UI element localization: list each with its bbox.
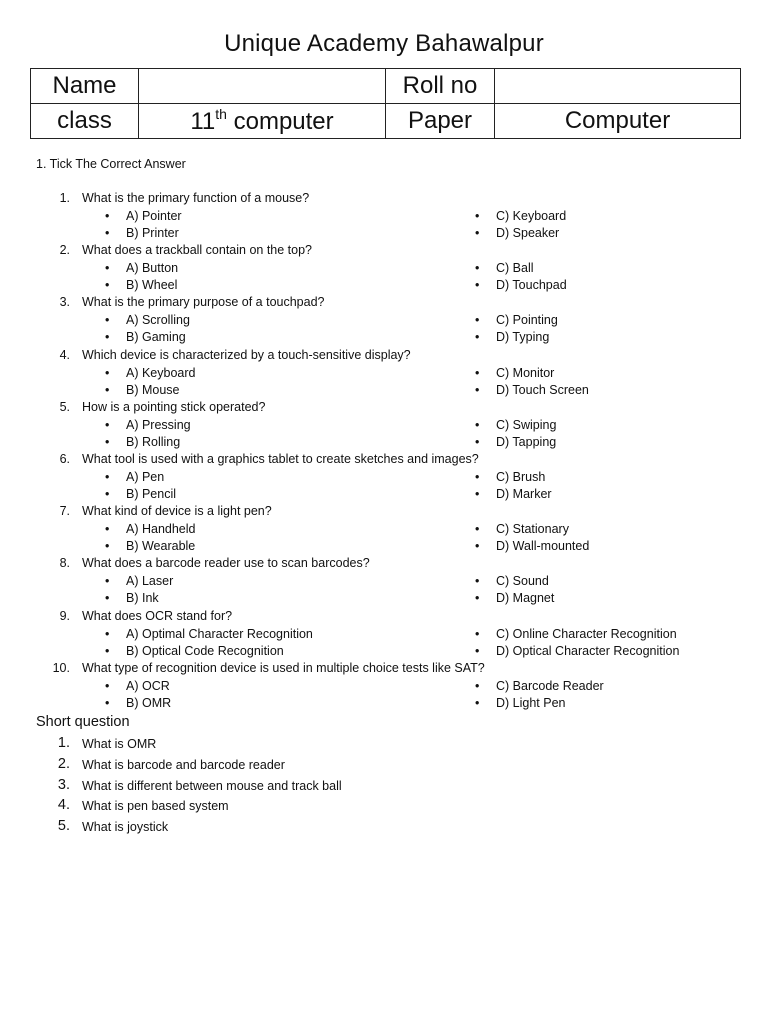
question-number: 8. xyxy=(59,556,70,570)
short-question-text: What is joystick xyxy=(82,820,169,834)
bullet-icon: • xyxy=(105,696,110,710)
short-question-number: 3. xyxy=(57,777,70,793)
option-text: B) Pencil xyxy=(126,487,177,501)
option-text: D) Magnet xyxy=(496,591,555,605)
bullet-icon: • xyxy=(475,209,480,223)
class-subject: computer xyxy=(226,108,334,135)
bullet-icon: • xyxy=(475,435,480,449)
option-text: B) Optical Code Recognition xyxy=(126,644,284,658)
option-text: B) Mouse xyxy=(126,383,180,397)
roll-no-value-cell[interactable] xyxy=(495,69,741,104)
question-number: 3. xyxy=(59,295,70,309)
option-text: A) Laser xyxy=(126,574,174,588)
option-text: B) Wearable xyxy=(126,539,196,553)
class-number: 11 xyxy=(190,108,216,135)
short-question-text: What is pen based system xyxy=(82,799,229,813)
option-text: D) Touch Screen xyxy=(496,383,589,397)
bullet-icon: • xyxy=(475,313,480,327)
question-text: What type of recognition device is used in multiple choice tests like SAT? xyxy=(82,661,485,675)
question-text: What does a barcode reader use to scan barcodes? xyxy=(82,556,370,570)
option-text: A) Pointer xyxy=(126,209,182,223)
option-text: B) Gaming xyxy=(126,330,186,344)
question-text: What does OCR stand for? xyxy=(82,609,233,623)
question-number: 1. xyxy=(59,191,70,205)
bullet-icon: • xyxy=(475,383,480,397)
question-text: What kind of device is a light pen? xyxy=(82,504,272,518)
bullet-icon: • xyxy=(105,209,110,223)
option-text: D) Light Pen xyxy=(496,696,566,710)
paper-value: Computer xyxy=(495,104,741,139)
bullet-icon: • xyxy=(105,591,110,605)
option-text: C) Stationary xyxy=(496,522,569,536)
page-title: Unique Academy Bahawalpur xyxy=(224,30,544,57)
bullet-icon: • xyxy=(475,418,480,432)
bullet-icon: • xyxy=(105,226,110,240)
bullet-icon: • xyxy=(105,330,110,344)
bullet-icon: • xyxy=(105,470,110,484)
question-text: Which device is characterized by a touch-sensitive display? xyxy=(82,348,411,362)
bullet-icon: • xyxy=(475,679,480,693)
class-value xyxy=(139,104,386,139)
option-text: A) OCR xyxy=(126,679,170,693)
question-text: What does a trackball contain on the top? xyxy=(82,243,313,257)
bullet-icon: • xyxy=(105,435,110,449)
option-text: A) Button xyxy=(126,261,179,275)
bullet-icon: • xyxy=(105,522,110,536)
bullet-icon: • xyxy=(475,591,480,605)
option-text: D) Wall-mounted xyxy=(496,539,590,553)
option-text: A) Pressing xyxy=(126,418,191,432)
bullet-icon: • xyxy=(475,226,480,240)
option-text: B) Rolling xyxy=(126,435,181,449)
roll-no-label: Roll no xyxy=(386,69,495,104)
question-text: What is the primary function of a mouse? xyxy=(82,191,310,205)
option-text: A) Scrolling xyxy=(126,313,190,327)
short-question-text: What is different between mouse and track ball xyxy=(82,779,342,793)
bullet-icon: • xyxy=(475,644,480,658)
option-text: A) Handheld xyxy=(126,522,196,536)
bullet-icon: • xyxy=(105,679,110,693)
bullet-icon: • xyxy=(475,627,480,641)
short-question-number: 4. xyxy=(57,797,70,813)
question-number: 7. xyxy=(59,504,70,518)
option-text: C) Sound xyxy=(496,574,549,588)
bullet-icon: • xyxy=(105,487,110,501)
option-text: A) Optimal Character Recognition xyxy=(126,627,313,641)
question-number: 5. xyxy=(59,400,70,414)
bullet-icon: • xyxy=(475,574,480,588)
bullet-icon: • xyxy=(475,330,480,344)
option-text: D) Typing xyxy=(496,330,550,344)
option-text: D) Touchpad xyxy=(496,278,567,292)
option-text: B) OMR xyxy=(126,696,172,710)
option-text: B) Ink xyxy=(126,591,159,605)
bullet-icon: • xyxy=(475,470,480,484)
section-heading-mcq: 1. Tick The Correct Answer xyxy=(36,157,186,171)
short-question-heading: Short question xyxy=(36,714,130,730)
bullet-icon: • xyxy=(105,539,110,553)
short-question-text: What is OMR xyxy=(82,737,157,751)
question-text: What tool is used with a graphics tablet to create sketches and images? xyxy=(82,452,479,466)
option-text: B) Wheel xyxy=(126,278,178,292)
bullet-icon: • xyxy=(475,366,480,380)
option-text: A) Keyboard xyxy=(126,366,196,380)
short-question-number: 1. xyxy=(57,735,70,751)
question-text: What is the primary purpose of a touchpad? xyxy=(82,295,325,309)
bullet-icon: • xyxy=(105,278,110,292)
option-text: C) Brush xyxy=(496,470,546,484)
bullet-icon: • xyxy=(105,383,110,397)
bullet-icon: • xyxy=(475,278,480,292)
option-text: C) Swiping xyxy=(496,418,557,432)
paper-label: Paper xyxy=(386,104,495,139)
question-text: How is a pointing stick operated? xyxy=(82,400,266,414)
bullet-icon: • xyxy=(475,522,480,536)
option-text: A) Pen xyxy=(126,470,165,484)
option-text: B) Printer xyxy=(126,226,179,240)
option-text: D) Speaker xyxy=(496,226,560,240)
question-number: 9. xyxy=(59,609,70,623)
option-text: C) Online Character Recognition xyxy=(496,627,677,641)
option-text: D) Marker xyxy=(496,487,552,501)
option-text: D) Tapping xyxy=(496,435,557,449)
name-label: Name xyxy=(31,69,139,104)
question-number: 4. xyxy=(59,348,70,362)
bullet-icon: • xyxy=(105,627,110,641)
name-value-cell[interactable] xyxy=(139,69,386,104)
short-question-text: What is barcode and barcode reader xyxy=(82,758,285,772)
bullet-icon: • xyxy=(105,366,110,380)
short-question-number: 5. xyxy=(57,818,70,834)
class-label: class xyxy=(31,104,139,139)
bullet-icon: • xyxy=(475,487,480,501)
bullet-icon: • xyxy=(105,261,110,275)
short-question-number: 2. xyxy=(57,756,70,772)
option-text: D) Optical Character Recognition xyxy=(496,644,680,658)
option-text: C) Barcode Reader xyxy=(496,679,604,693)
bullet-icon: • xyxy=(475,696,480,710)
student-info-table xyxy=(30,68,741,139)
option-text: C) Ball xyxy=(496,261,534,275)
bullet-icon: • xyxy=(475,539,480,553)
bullet-icon: • xyxy=(105,313,110,327)
question-number: 6. xyxy=(59,452,70,466)
bullet-icon: • xyxy=(105,644,110,658)
question-number: 2. xyxy=(59,243,70,257)
option-text: C) Keyboard xyxy=(496,209,567,223)
bullet-icon: • xyxy=(105,418,110,432)
option-text: C) Pointing xyxy=(496,313,558,327)
question-number: 10. xyxy=(52,661,70,675)
bullet-icon: • xyxy=(105,574,110,588)
bullet-icon: • xyxy=(475,261,480,275)
option-text: C) Monitor xyxy=(496,366,555,380)
class-ordinal-suffix: th xyxy=(215,106,227,122)
